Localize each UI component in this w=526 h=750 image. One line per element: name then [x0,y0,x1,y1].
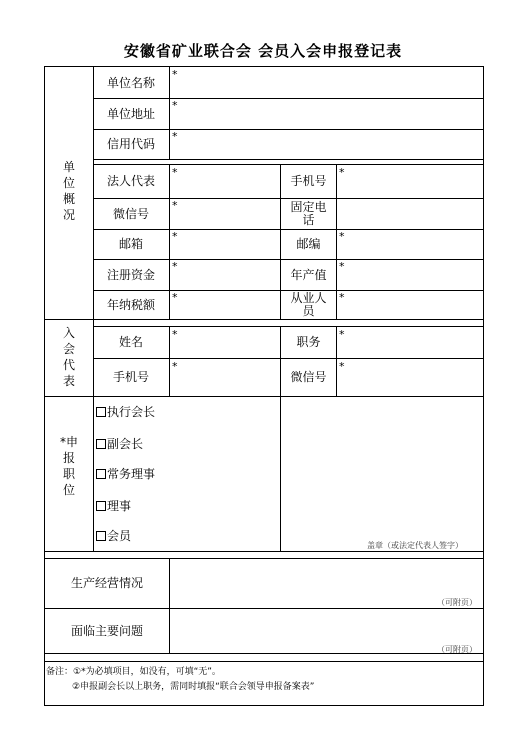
attach-note: （可附页） [437,645,477,654]
label-rep-mobile: 手机号 [112,370,149,384]
label-landline: 固定电 话 [290,200,327,227]
required-mark: * [172,99,178,112]
required-mark: * [172,199,178,212]
section-unit-overview: 单位概况 [62,160,75,222]
required-mark: * [172,260,178,273]
checkbox-vice-president[interactable]: 副会长 [96,435,143,452]
form-table [44,66,484,706]
required-mark: * [172,166,178,179]
label-mailbox: 邮箱 [118,237,143,251]
required-mark: * [339,230,345,243]
required-mark: * [172,68,178,81]
label-legal-rep: 法人代表 [106,174,155,188]
required-mark: * [172,230,178,243]
form-title: 安徽省矿业联合会 会员入会申报登记表 [123,42,403,60]
label-mobile: 手机号 [290,174,327,188]
label-staff: 从业人 员 [290,291,327,318]
checkbox-standing-director[interactable]: 常务理事 [96,465,155,482]
attach-note: （可附页） [437,598,477,607]
checkbox-icon [96,439,106,449]
required-mark: * [339,166,345,179]
label-annual-output: 年产值 [290,267,327,282]
checkbox-director[interactable]: 理事 [96,497,131,514]
label-rep-position: 职务 [296,335,321,349]
required-mark: * [172,328,178,341]
label-wechat: 微信号 [112,206,149,221]
section-member-rep: 入会代表 [62,326,75,388]
label-credit-code: 信用代码 [106,137,155,151]
label-production: 生产经营情况 [70,576,143,590]
label-rep-wechat: 微信号 [290,370,327,384]
label-postcode: 邮编 [296,237,321,251]
required-mark: * [172,291,178,304]
checkbox-icon [96,469,106,479]
note-line-1: 备注：①*为必填项目，如没有，可填“无”。 [46,667,221,677]
checkbox-member[interactable]: 会员 [96,527,131,544]
label-annual-tax: 年纳税额 [106,297,155,312]
required-mark: * [339,328,345,341]
required-mark: * [339,291,345,304]
checkbox-icon [96,531,106,541]
required-mark: * [339,360,345,373]
label-reg-capital: 注册资金 [106,267,155,282]
label-rep-name: 姓名 [118,335,143,349]
checkbox-icon [96,407,106,417]
note-line-2: ②申报副会长以上职务，需同时填报“联合会领导申报备案表” [72,682,315,692]
label-problems: 面临主要问题 [70,623,143,638]
label-unit-name: 单位名称 [106,75,155,90]
section-apply-position: *申报职位 [59,435,78,497]
required-mark: * [172,130,178,143]
required-mark: * [172,360,178,373]
label-unit-address: 单位地址 [106,106,155,121]
checkbox-executive-president[interactable]: 执行会长 [96,403,155,420]
checkbox-icon [96,501,106,511]
required-mark: * [339,260,345,273]
seal-note: 盖章（或法定代表人签字） [367,541,463,550]
